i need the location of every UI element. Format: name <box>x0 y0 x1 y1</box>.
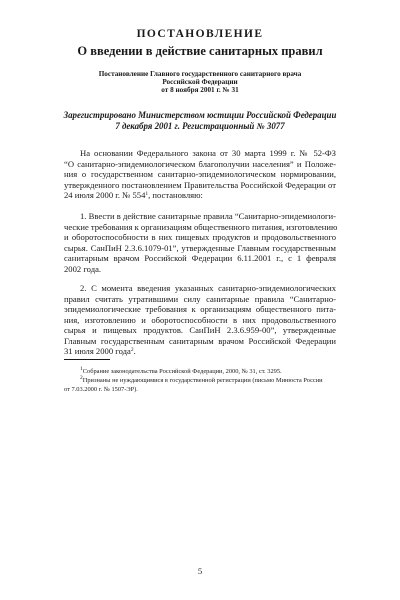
issuer-line-1: Постановление Главного государственного санитарного врача <box>98 70 302 78</box>
paragraph-2-line: санитарным врачом Российской Федерации 6.11.2001 г., с 1 февраля <box>64 253 336 263</box>
footnote-2 <box>80 377 323 384</box>
paragraph-1-tail: , постановляю: <box>148 190 203 200</box>
footnote-1-ref: 1 <box>145 191 149 197</box>
paragraph-3-line: сырья и пищевых продуктов. СанПиН 2.3.6.959-00”, утвержденные <box>64 325 336 335</box>
paragraph-2-line: сырья. СанПиН 2.3.6.1079-01”, утвержденные Главным государственным <box>64 242 336 253</box>
paragraph-3-line: 2. С момента введения указанных санитарно-эпидемиологических <box>80 283 336 293</box>
registration-line-1: Зарегистрировано Министерством юстиции Российской Федерации <box>63 110 337 120</box>
paragraph-1-line: На основании Федерального закона от 30 марта 1999 г. № 52-ФЗ <box>80 148 336 158</box>
paragraph-3-line: эпидемиологические требования к организациям общественного пита- <box>64 304 336 314</box>
paragraph-3-last-line <box>64 346 336 357</box>
paragraph-2-line: и оборотоспособности в них пищевых продуктов и продовольственного <box>64 232 336 242</box>
paragraph-1-line: ния о государственном санитарно-эпидемиологическом нормировании, <box>64 169 336 179</box>
paragraph-3-line: правил считать утратившими силу санитарные правила “Санитарно- <box>64 293 336 304</box>
footnote-2-continuation: от 7.03.2000 г. № 1507-ЭР). <box>64 385 138 393</box>
paragraph-3-line: Главным государственным санитарным врачом Российской Федерации <box>64 335 336 346</box>
paragraph-1-last-line <box>64 190 336 201</box>
paragraph-1-line: “О санитарно-эпидемиологическом благополучии населения” и Положе- <box>64 158 336 169</box>
footnote-divider <box>64 359 110 360</box>
registration-line-2: 7 декабря 2001 г. Регистрационный № 3077 <box>115 121 285 131</box>
paragraph-2-line: 1. Ввести в действие санитарные правила “Санитарно-эпидемиологи- <box>80 211 336 221</box>
page-number: 5 <box>197 566 203 576</box>
footnote-2-ref: 2 <box>130 347 134 353</box>
issuer-line-2: Российской Федерации <box>162 78 238 86</box>
paragraph-3-line: ния, изготовлению и оборотоспособности в них продовольственного <box>64 314 336 325</box>
footnote-2-text: Признаны не нуждающимися в государственной регистрации (письмо Минюста России <box>82 377 323 384</box>
footnote-1-text: Собрание законодательства Российской Федерации, 2000, № 31, ст. 3295. <box>82 368 282 375</box>
paragraph-2-line: ческие требования к организациям общественного питания, изготовлению <box>64 221 338 232</box>
paragraph-1-line: утвержденного постановлением Правительства Российской Федерации от <box>64 179 336 190</box>
document-type-heading: ПОСТАНОВЛЕНИЕ <box>136 28 264 40</box>
paragraph-1-text: 24 июля 2000 г. № 554 <box>64 190 146 200</box>
issuer-line-3: от 8 ноября 2001 г. № 31 <box>161 86 239 94</box>
document-title: О введении в действие санитарных правил <box>77 44 323 58</box>
paragraph-3-text: 31 июля 2000 года <box>64 346 131 356</box>
footnote-1 <box>80 368 282 375</box>
paragraph-3-tail: . <box>133 346 136 356</box>
paragraph-2-line: 2002 года. <box>64 263 102 274</box>
footnote-1-mark: 1 <box>80 366 83 372</box>
footnote-2-mark: 2 <box>80 375 83 381</box>
